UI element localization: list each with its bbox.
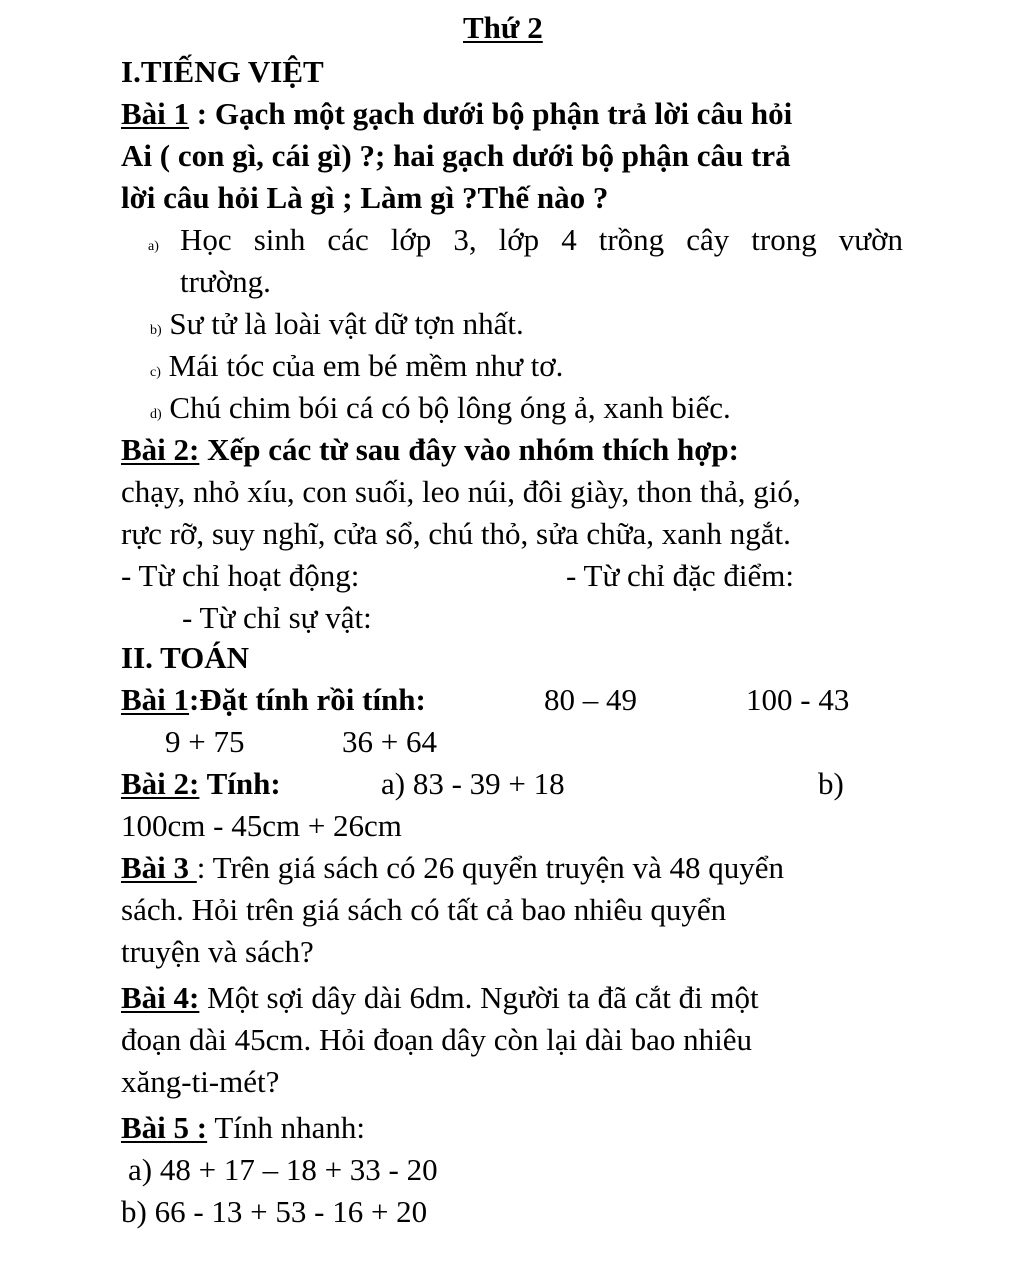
math-exercise-2-heading [121, 768, 281, 799]
math-item-marker: b) [818, 766, 844, 801]
math-expression: 80 – 49 [544, 682, 637, 717]
exercise-text: : Trên giá sách có 26 quyển truyện và 48 quyển [196, 850, 784, 885]
page-title: Thứ 2 [463, 10, 543, 45]
math-exercise-4-line-3: xăng-ti-mét? [121, 1064, 280, 1099]
list-marker: c) [150, 365, 161, 380]
word-list-line-2: rực rỡ, suy nghĩ, cửa sổ, chú thỏ, sửa chữa, xanh ngắt. [121, 516, 791, 551]
math-expression: 100 - 43 [746, 682, 850, 717]
exercise-label: Bài 5 : [121, 1110, 208, 1145]
exercise-label: Bài 2: [121, 432, 200, 467]
list-item-continuation: trường. [180, 264, 271, 299]
math-expression: 100cm - 45cm + 26cm [121, 808, 402, 843]
math-expression: b) 66 - 13 + 53 - 16 + 20 [121, 1194, 428, 1229]
exercise-1-line-1 [121, 98, 792, 129]
list-item-text: Sư tử là loài vật dữ tợn nhất. [169, 306, 524, 341]
exercise-label: Bài 1 [121, 682, 190, 717]
exercise-text: Xếp các từ sau đây vào nhóm thích hợp: [199, 432, 739, 467]
exercise-2-heading [121, 434, 739, 465]
exercise-text: Một sợi dây dài 6dm. Người ta đã cắt đi một [199, 980, 759, 1015]
math-expression: a) 83 - 39 + 18 [381, 766, 565, 801]
exercise-text: Tính nhanh: [207, 1110, 365, 1145]
exercise-1-line-2: Ai ( con gì, cái gì) ?; hai gạch dưới bộ phận câu trả [121, 138, 791, 173]
word-group-activity: - Từ chỉ hoạt động: [121, 558, 360, 593]
list-item [150, 350, 563, 381]
math-exercise-3-line-3: truyện và sách? [121, 934, 314, 969]
list-item [150, 392, 731, 423]
section-heading-toan: II. TOÁN [121, 640, 250, 675]
exercise-label: Bài 2: [121, 766, 200, 801]
list-item-text: Chú chim bói cá có bộ lông óng ả, xanh biếc. [169, 390, 731, 425]
list-marker: b) [150, 323, 162, 338]
list-item [148, 222, 903, 257]
math-exercise-4-line-2: đoạn dài 45cm. Hỏi đoạn dây còn lại dài bao nhiêu [121, 1022, 753, 1057]
list-marker: a) [148, 239, 159, 254]
exercise-1-line-3: lời câu hỏi Là gì ; Làm gì ?Thế nào ? [121, 180, 609, 215]
list-item-text: Học sinh các lớp 3, lớp 4 trồng cây trong vườn [180, 222, 903, 257]
list-marker: d) [150, 407, 162, 422]
exercise-label: Bài 1 [121, 96, 190, 131]
math-exercise-4-line-1 [121, 982, 759, 1013]
word-list-line-1: chạy, nhỏ xíu, con suối, leo núi, đôi giày, thon thả, gió, [121, 474, 801, 509]
exercise-text: Tính: [199, 766, 281, 801]
exercise-label: Bài 3 [121, 850, 197, 885]
exercise-text: : Gạch một gạch dưới bộ phận trả lời câu hỏi [189, 96, 793, 131]
word-group-thing: - Từ chỉ sự vật: [182, 600, 372, 635]
math-expression: 9 + 75 [165, 724, 245, 759]
math-exercise-1-heading [121, 684, 426, 715]
math-exercise-3-line-1 [121, 852, 784, 883]
math-expression: 36 + 64 [342, 724, 437, 759]
math-exercise-5-heading [121, 1112, 365, 1143]
math-exercise-3-line-2: sách. Hỏi trên giá sách có tất cả bao nhiêu quyển [121, 892, 727, 927]
list-item [150, 308, 524, 339]
section-heading-tieng-viet: I.TIẾNG VIỆT [121, 54, 324, 89]
exercise-label: Bài 4: [121, 980, 200, 1015]
list-item-text: Mái tóc của em bé mềm như tơ. [168, 348, 564, 383]
word-group-trait: - Từ chỉ đặc điểm: [566, 558, 794, 593]
exercise-text: :Đặt tính rồi tính: [189, 682, 426, 717]
math-expression: a) 48 + 17 – 18 + 33 - 20 [128, 1152, 438, 1187]
